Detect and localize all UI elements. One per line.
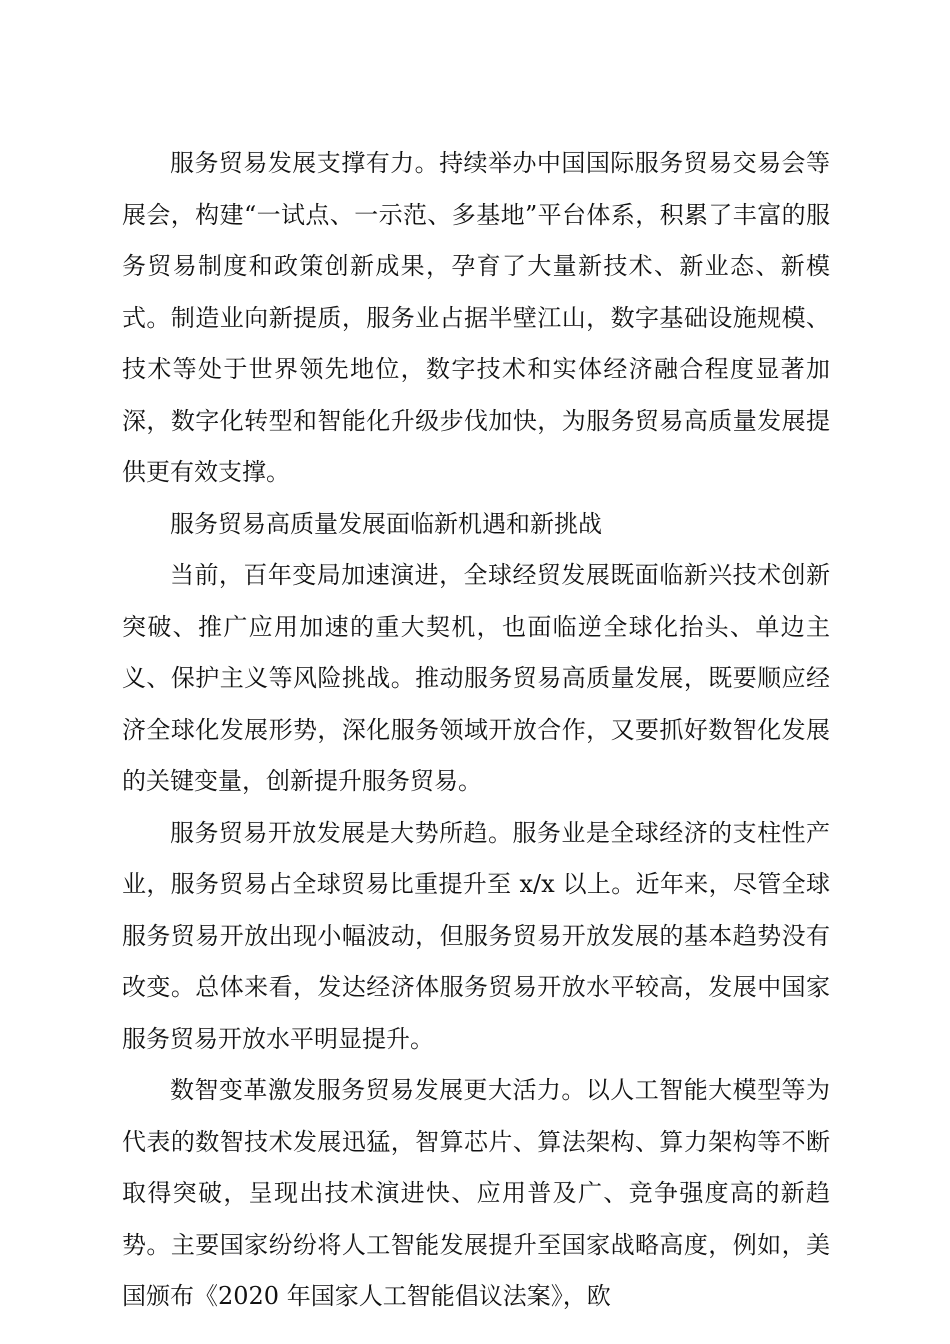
paragraph-digital-intelligence: 数智变革激发服务贸易发展更大活力。以人工智能大模型等为代表的数智技术发展迅猛，智算芯片、算法架构、算力架构等不断取得突破，呈现出技术演进快、应用普及广、竞争强度高的新趋势。主要国家纷纷将人工智能发展提升至国家战略高度，例如，美国颁布《2020 年国家人工智能倡议法案》，欧 bbox=[122, 1076, 830, 1310]
document-body bbox=[122, 138, 830, 1323]
section-heading-opportunities-challenges: 服务贸易高质量发展面临新机遇和新挑战 bbox=[170, 509, 602, 538]
paragraph-service-trade-support: 服务贸易发展支撑有力。持续举办中国国际服务贸易交易会等展会，构建“一试点、一示范、多基地”平台体系，积累了丰富的服务贸易制度和政策创新成果，孕育了大量新技术、新业态、新模式。制造业向新提质，服务业占据半壁江山，数字基础设施规模、技术等处于世界领先地位，数字技术和实体经济融合程度显著加深，数字化转型和智能化升级步伐加快，为服务贸易高质量发展提供更有效支撑。 bbox=[122, 149, 830, 486]
paragraph-opening-trend: 服务贸易开放发展是大势所趋。服务业是全球经济的支柱性产业，服务贸易占全球贸易比重提升至 x/x 以上。近年来，尽管全球服务贸易开放出现小幅波动，但服务贸易开放发展的基本趋势没有改变。总体来看，发达经济体服务贸易开放水平较高，发展中国家服务贸易开放水平明显提升。 bbox=[122, 818, 830, 1053]
paragraph-current-situation: 当前，百年变局加速演进，全球经贸发展既面临新兴技术创新突破、推广应用加速的重大契机，也面临逆全球化抬头、单边主义、保护主义等风险挑战。推动服务贸易高质量发展，既要顺应经济全球化发展形势，深化服务领域开放合作，又要抓好数智化发展的关键变量，创新提升服务贸易。 bbox=[122, 561, 830, 795]
